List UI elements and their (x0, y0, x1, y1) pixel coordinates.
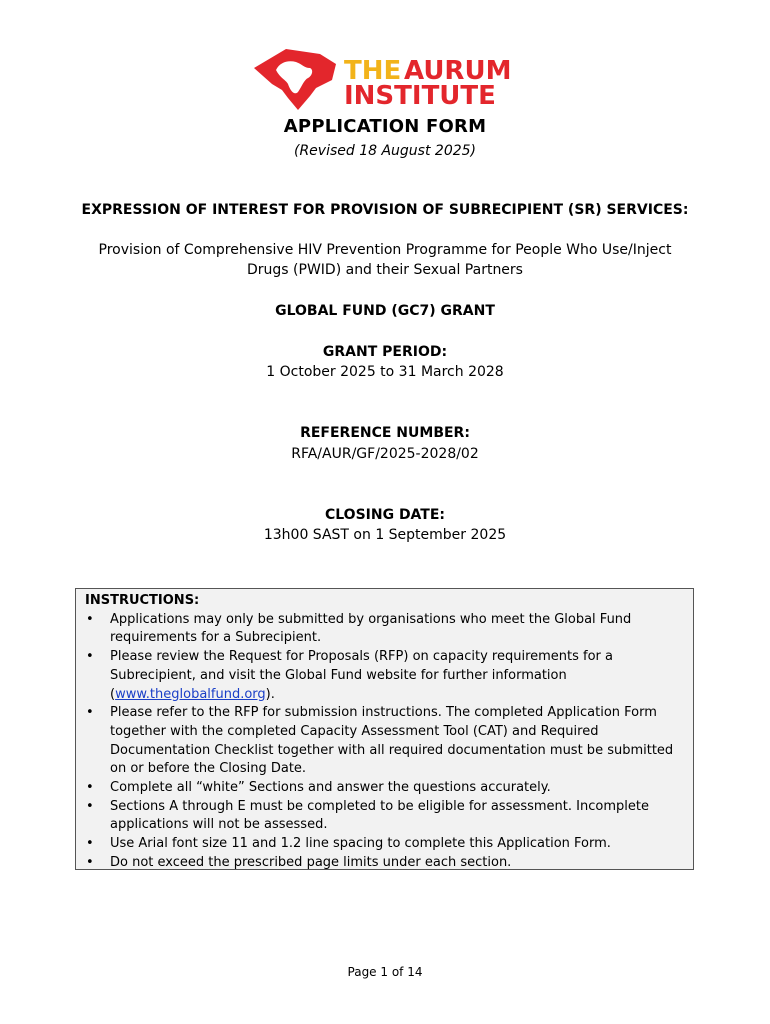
bullet-icon: • (86, 705, 94, 721)
eoi-subtitle: Provision of Comprehensive HIV Prevention Programme for People Who Use/Inject Drugs (PWID) and their Sexual Partners (98, 242, 672, 278)
list-item (85, 611, 683, 648)
page-number: Page 1 of 14 (347, 965, 423, 979)
global-fund-link[interactable]: www.theglobalfund.org (115, 686, 266, 702)
closing-date-label: CLOSING DATE: (324, 507, 446, 523)
svg-text:AURUM: AURUM (404, 56, 512, 86)
page-title: APPLICATION FORM (283, 116, 487, 137)
list-item (85, 854, 683, 873)
instruction-text: Complete all “white” Sections and answer the questions accurately. (110, 780, 551, 796)
instruction-text: Applications may only be submitted by organisations who meet the Global Fund requirements for a Subrecipient. (110, 611, 632, 646)
bullet-icon: • (86, 854, 94, 870)
list-item (85, 798, 683, 835)
grant-name: GLOBAL FUND (GC7) GRANT (275, 303, 495, 319)
instructions-box (75, 588, 694, 870)
list-item (85, 704, 683, 779)
eoi-heading: EXPRESSION OF INTEREST FOR PROVISION OF SUBRECIPIENT (SR) SERVICES: (81, 202, 689, 218)
revision-date: (Revised 18 August 2025) (293, 143, 477, 159)
list-item (85, 779, 683, 798)
africa-map-logo-icon (252, 48, 518, 112)
instruction-text: Do not exceed the prescribed page limits under each section. (110, 854, 512, 870)
link-open-paren: ( (110, 686, 116, 702)
list-item (85, 648, 683, 704)
reference-number-label: REFERENCE NUMBER: (300, 425, 470, 441)
instructions-heading: INSTRUCTIONS: (85, 593, 200, 608)
bullet-icon: • (86, 836, 94, 852)
svg-text:THE: THE (344, 56, 402, 86)
grant-period-label: GRANT PERIOD: (322, 344, 448, 360)
bullet-icon: • (86, 780, 94, 796)
closing-date-value: 13h00 SAST on 1 September 2025 (263, 527, 507, 543)
instruction-text: Sections A through E must be completed to be eligible for assessment. Incomplete applications will not be assessed. (110, 798, 649, 833)
bullet-icon: • (86, 649, 94, 665)
instruction-text: Please review the Request for Proposals (RFP) on capacity requirements for a Subrecipient, and visit the Global Fund website for further information (110, 649, 614, 683)
bullet-icon: • (86, 798, 94, 814)
grant-period-value: 1 October 2025 to 31 March 2028 (266, 364, 504, 380)
instructions-list (85, 611, 683, 873)
bullet-icon: • (86, 611, 94, 627)
svg-text:INSTITUTE: INSTITUTE (344, 81, 496, 111)
reference-number-value: RFA/AUR/GF/2025-2028/02 (291, 446, 479, 462)
link-close-paren: ). (265, 686, 275, 702)
aurum-institute-logo (252, 48, 518, 112)
instruction-text: Use Arial font size 11 and 1.2 line spacing to complete this Application Form. (110, 836, 611, 852)
list-item (85, 835, 683, 854)
instruction-text: Please refer to the RFP for submission instructions. The completed Application Form together with the completed Capacity Assessment Tool (CAT) and Required Documentation Checklist together with all required documentation must be submitted on or before the Closing Date. (110, 705, 674, 777)
